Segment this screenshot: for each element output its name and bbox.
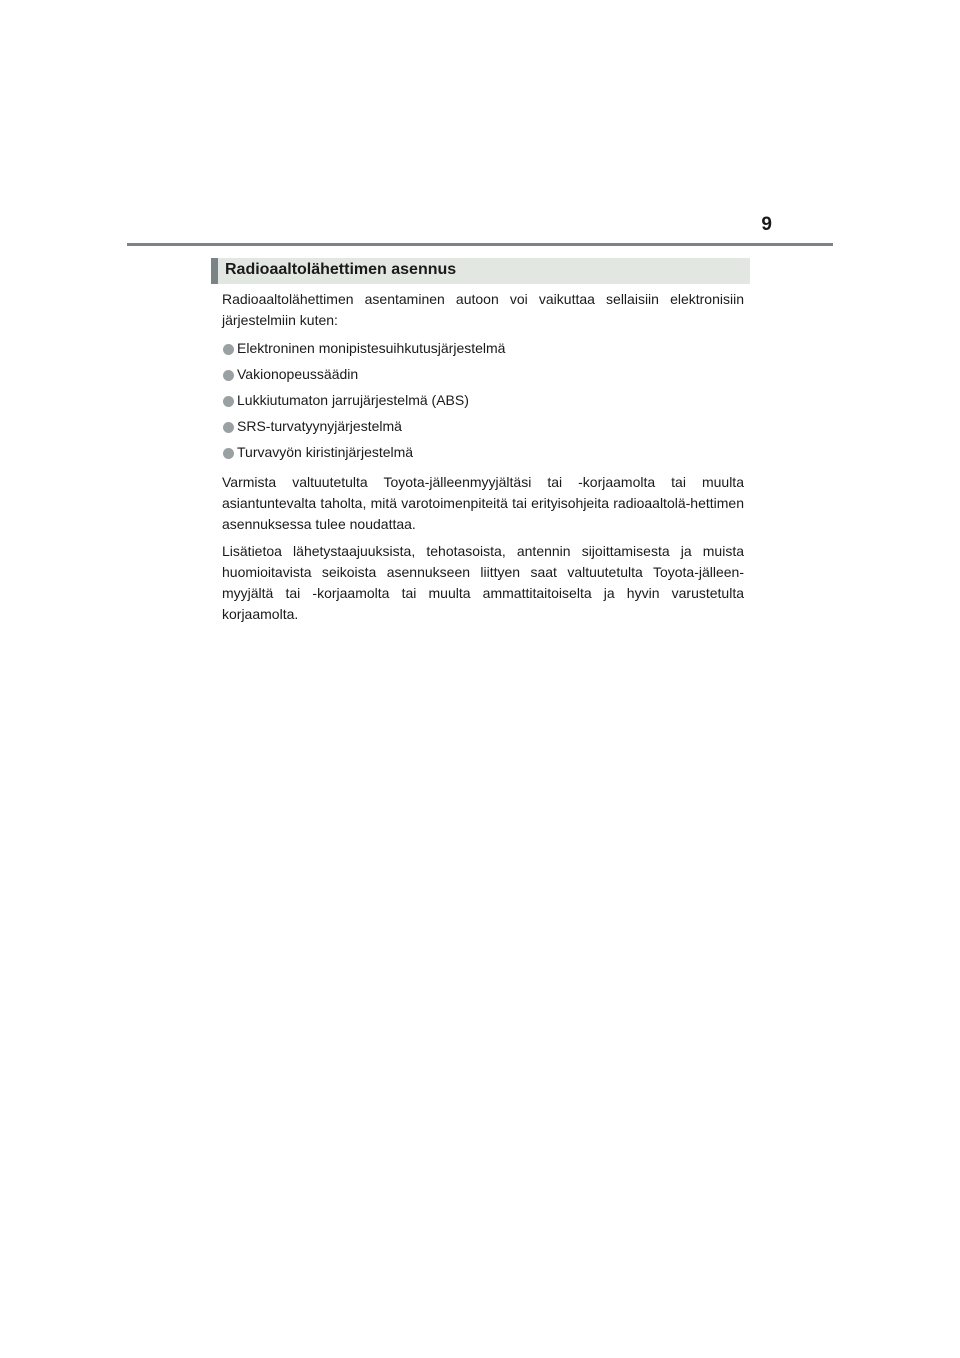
bullet-list: [222, 338, 744, 468]
list-item: [222, 338, 744, 364]
section-heading: [211, 258, 750, 284]
bullet-icon: [223, 422, 234, 433]
section-title: Radioaaltolähettimen asennus: [225, 261, 457, 278]
list-item-label: SRS-turvatyynyjärjestelmä: [237, 418, 402, 434]
list-item: [222, 390, 744, 416]
intro-paragraph: Radioaaltolähettimen asentaminen autoon voi vaikuttaa sellaisiin elektronisiin järjestelmiin kuten:: [222, 291, 744, 328]
advice-paragraph: Varmista valtuutetulta Toyota-jälleenmyyjältäsi tai -korjaamolta tai muulta asiantuntevalta taholta, mitä varotoimenpiteitä tai erityisohjeita radioaaltolä-hettimen asennuksessa tulee noudattaa.: [222, 474, 744, 532]
list-item: [222, 416, 744, 442]
page-number: 9: [761, 214, 772, 235]
bullet-icon: [223, 396, 234, 407]
section-content: [222, 289, 744, 631]
info-paragraph: Lisätietoa lähetystaajuuksista, tehotasoista, antennin sijoittamisesta ja muista huomioitavista seikoista asennukseen liittyen saat valtuutetulta Toyota-jälleen-myyjältä tai -korjaamolta tai muulta ammattitaitoiselta ja hyvin varustetulta korjaamolta.: [222, 543, 744, 622]
bullet-icon: [223, 370, 234, 381]
list-item-label: Lukkiutumaton jarrujärjestelmä (ABS): [237, 392, 469, 408]
list-item: [222, 364, 744, 390]
list-item-label: Elektroninen monipistesuihkutusjärjestelmä: [237, 340, 506, 356]
bullet-icon: [223, 448, 234, 459]
list-item-label: Vakionopeussäädin: [237, 366, 359, 382]
bullet-icon: [223, 344, 234, 355]
list-item: [222, 442, 744, 468]
header-rule: [127, 243, 833, 246]
list-item-label: Turvavyön kiristinjärjestelmä: [237, 444, 414, 460]
section-heading-bar: [211, 258, 218, 284]
